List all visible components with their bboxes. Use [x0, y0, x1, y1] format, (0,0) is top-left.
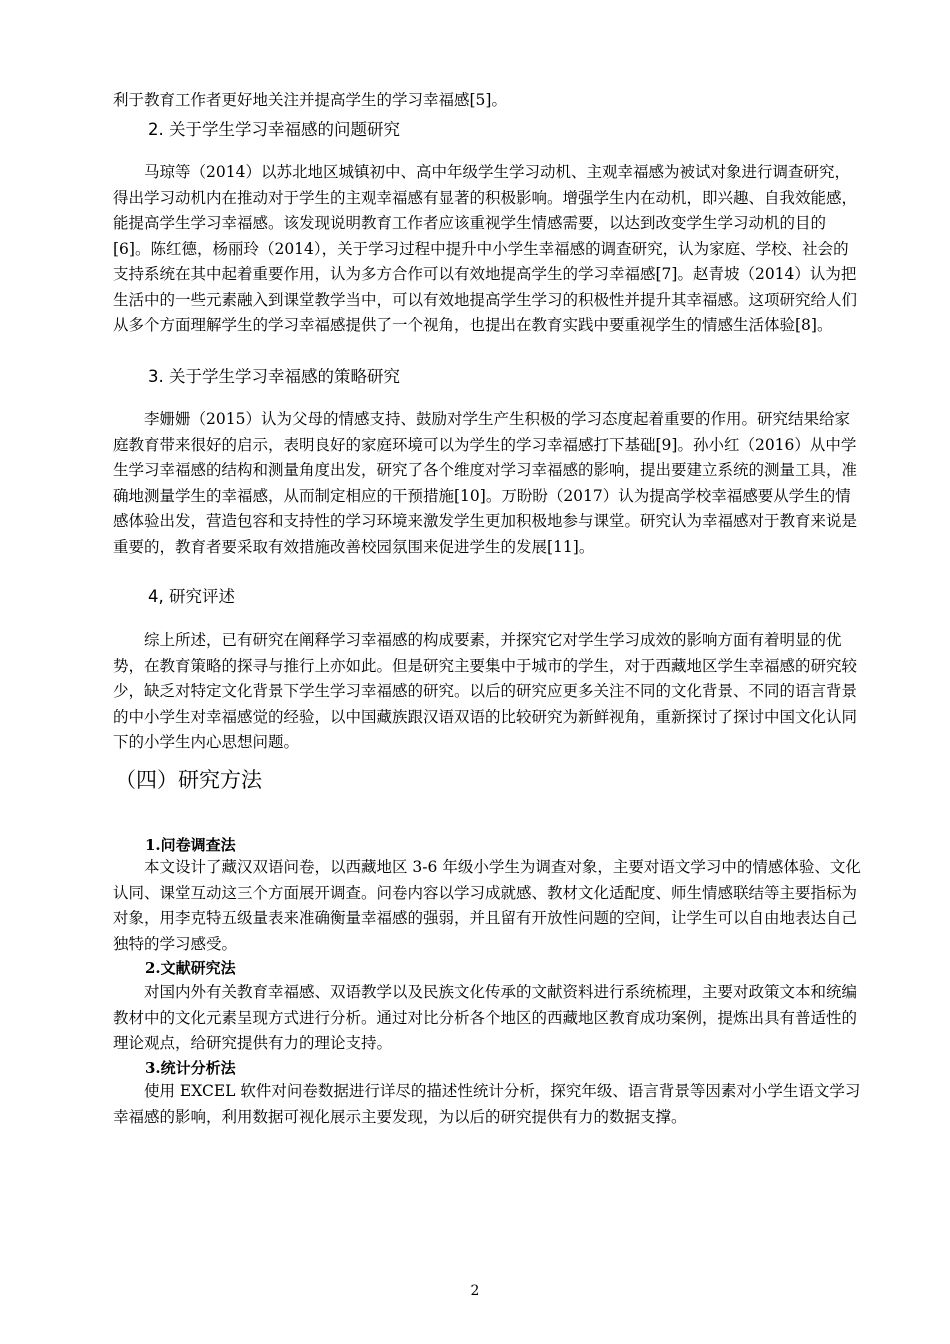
statistics-method-paragraph: 使用 EXCEL 软件对问卷数据进行详尽的描述性统计分析，探究年级、语言背景等因素对小学生语文学习幸福感的影响，利用数据可视化展示主要发现，为以后的研究提供有力的数据支撑。 [113, 1082, 861, 1126]
problem-research-paragraph: 马琼等（2014）以苏北地区城镇初中、高中年级学生学习动机、主观幸福感为被试对象进行调查研究，得出学习动机内在推动对于学生的主观幸福感有显著的积极影响。增强学生内在动机，即兴趣、自我效能感，能提高学生学习幸福感。该发现说明教育工作者应该重视学生情感需要，以达到改变学生学习动机的目的[6]。陈红德，杨丽玲（2014），关于学习过程中提升中小学生幸福感的调查研究，认为家庭、学校、社会的支持系统在其中起着重要作用，认为多方合作可以有效地提高学生的学习幸福感[7]。赵青坡（2014）认为把生活中的一些元素融入到课堂教学当中，可以有效地提高学生学习的积极性并提升其幸福感。这项研究给人们从多个方面理解学生的学习幸福感提供了一个视角，也提出在教育实践中要重视学生的情感生活体验[8]。 [113, 163, 858, 334]
strategy-research-heading: 3. 关于学生学习幸福感的策略研究 [148, 367, 400, 386]
literature-method-paragraph: 对国内外有关教育幸福感、双语教学以及民族文化传承的文献资料进行系统梳理，主要对政策文本和统编教材中的文化元素呈现方式进行分析。通过对比分析各个地区的西藏地区教育成功案例，提炼出具有普适性的理论观点，给研究提供有力的理论支持。 [113, 983, 858, 1052]
intro-tail-paragraph: 利于教育工作者更好地关注并提高学生的学习幸福感[5]。 [113, 91, 507, 109]
strategy-research-paragraph: 李姗姗（2015）认为父母的情感支持、鼓励对学生产生积极的学习态度起着重要的作用。研究结果给家庭教育带来很好的启示，表明良好的家庭环境可以为学生的学习幸福感打下基础[9]。孙小红（2016）从中学生学习幸福感的结构和测量角度出发，研究了各个维度对学习幸福感的影响，提出要建立系统的测量工具，准确地测量学生的幸福感，从而制定相应的干预措施[10]。万盼盼（2017）认为提高学校幸福感要从学生的情感体验出发，营造包容和支持性的学习环境来激发学生更加积极地参与课堂。研究认为幸福感对于教育来说是重要的，教育者要采取有效措施改善校园氛围来促进学生的发展[11]。 [113, 410, 858, 556]
literature-method-heading: 2.文献研究法 [145, 959, 236, 977]
statistics-method-heading: 3.统计分析法 [145, 1059, 236, 1077]
questionnaire-method-paragraph: 本文设计了藏汉双语问卷，以西藏地区 3-6 年级小学生为调查对象，主要对语文学习中的情感体验、文化认同、课堂互动这三个方面展开调查。问卷内容以学习成就感、教材文化适配度、师生情感联结等主要指标为对象，用李克特五级量表来准确衡量幸福感的强弱，并且留有开放性问题的空间，让学生可以自由地表达自己独特的学习感受。 [113, 858, 861, 953]
questionnaire-method-heading: 1.问卷调查法 [145, 836, 236, 854]
research-methods-heading: （四）研究方法 [115, 768, 262, 792]
problem-research-heading: 2. 关于学生学习幸福感的问题研究 [148, 120, 400, 139]
review-paragraph: 综上所述，已有研究在阐释学习幸福感的构成要素，并探究它对学生学习成效的影响方面有着明显的优势，在教育策略的探寻与推行上亦如此。但是研究主要集中于城市的学生，对于西藏地区学生幸福感的研究较少，缺乏对特定文化背景下学生学习幸福感的研究。以后的研究应更多关注不同的文化背景、不同的语言背景的中小学生对幸福感觉的经验，以中国藏族跟汉语双语的比较研究为新鲜视角，重新探讨了探讨中国文化认同下的小学生内心思想问题。 [113, 631, 858, 751]
page-number: 2 [470, 1283, 480, 1299]
review-heading: 4, 研究评述 [148, 587, 235, 606]
